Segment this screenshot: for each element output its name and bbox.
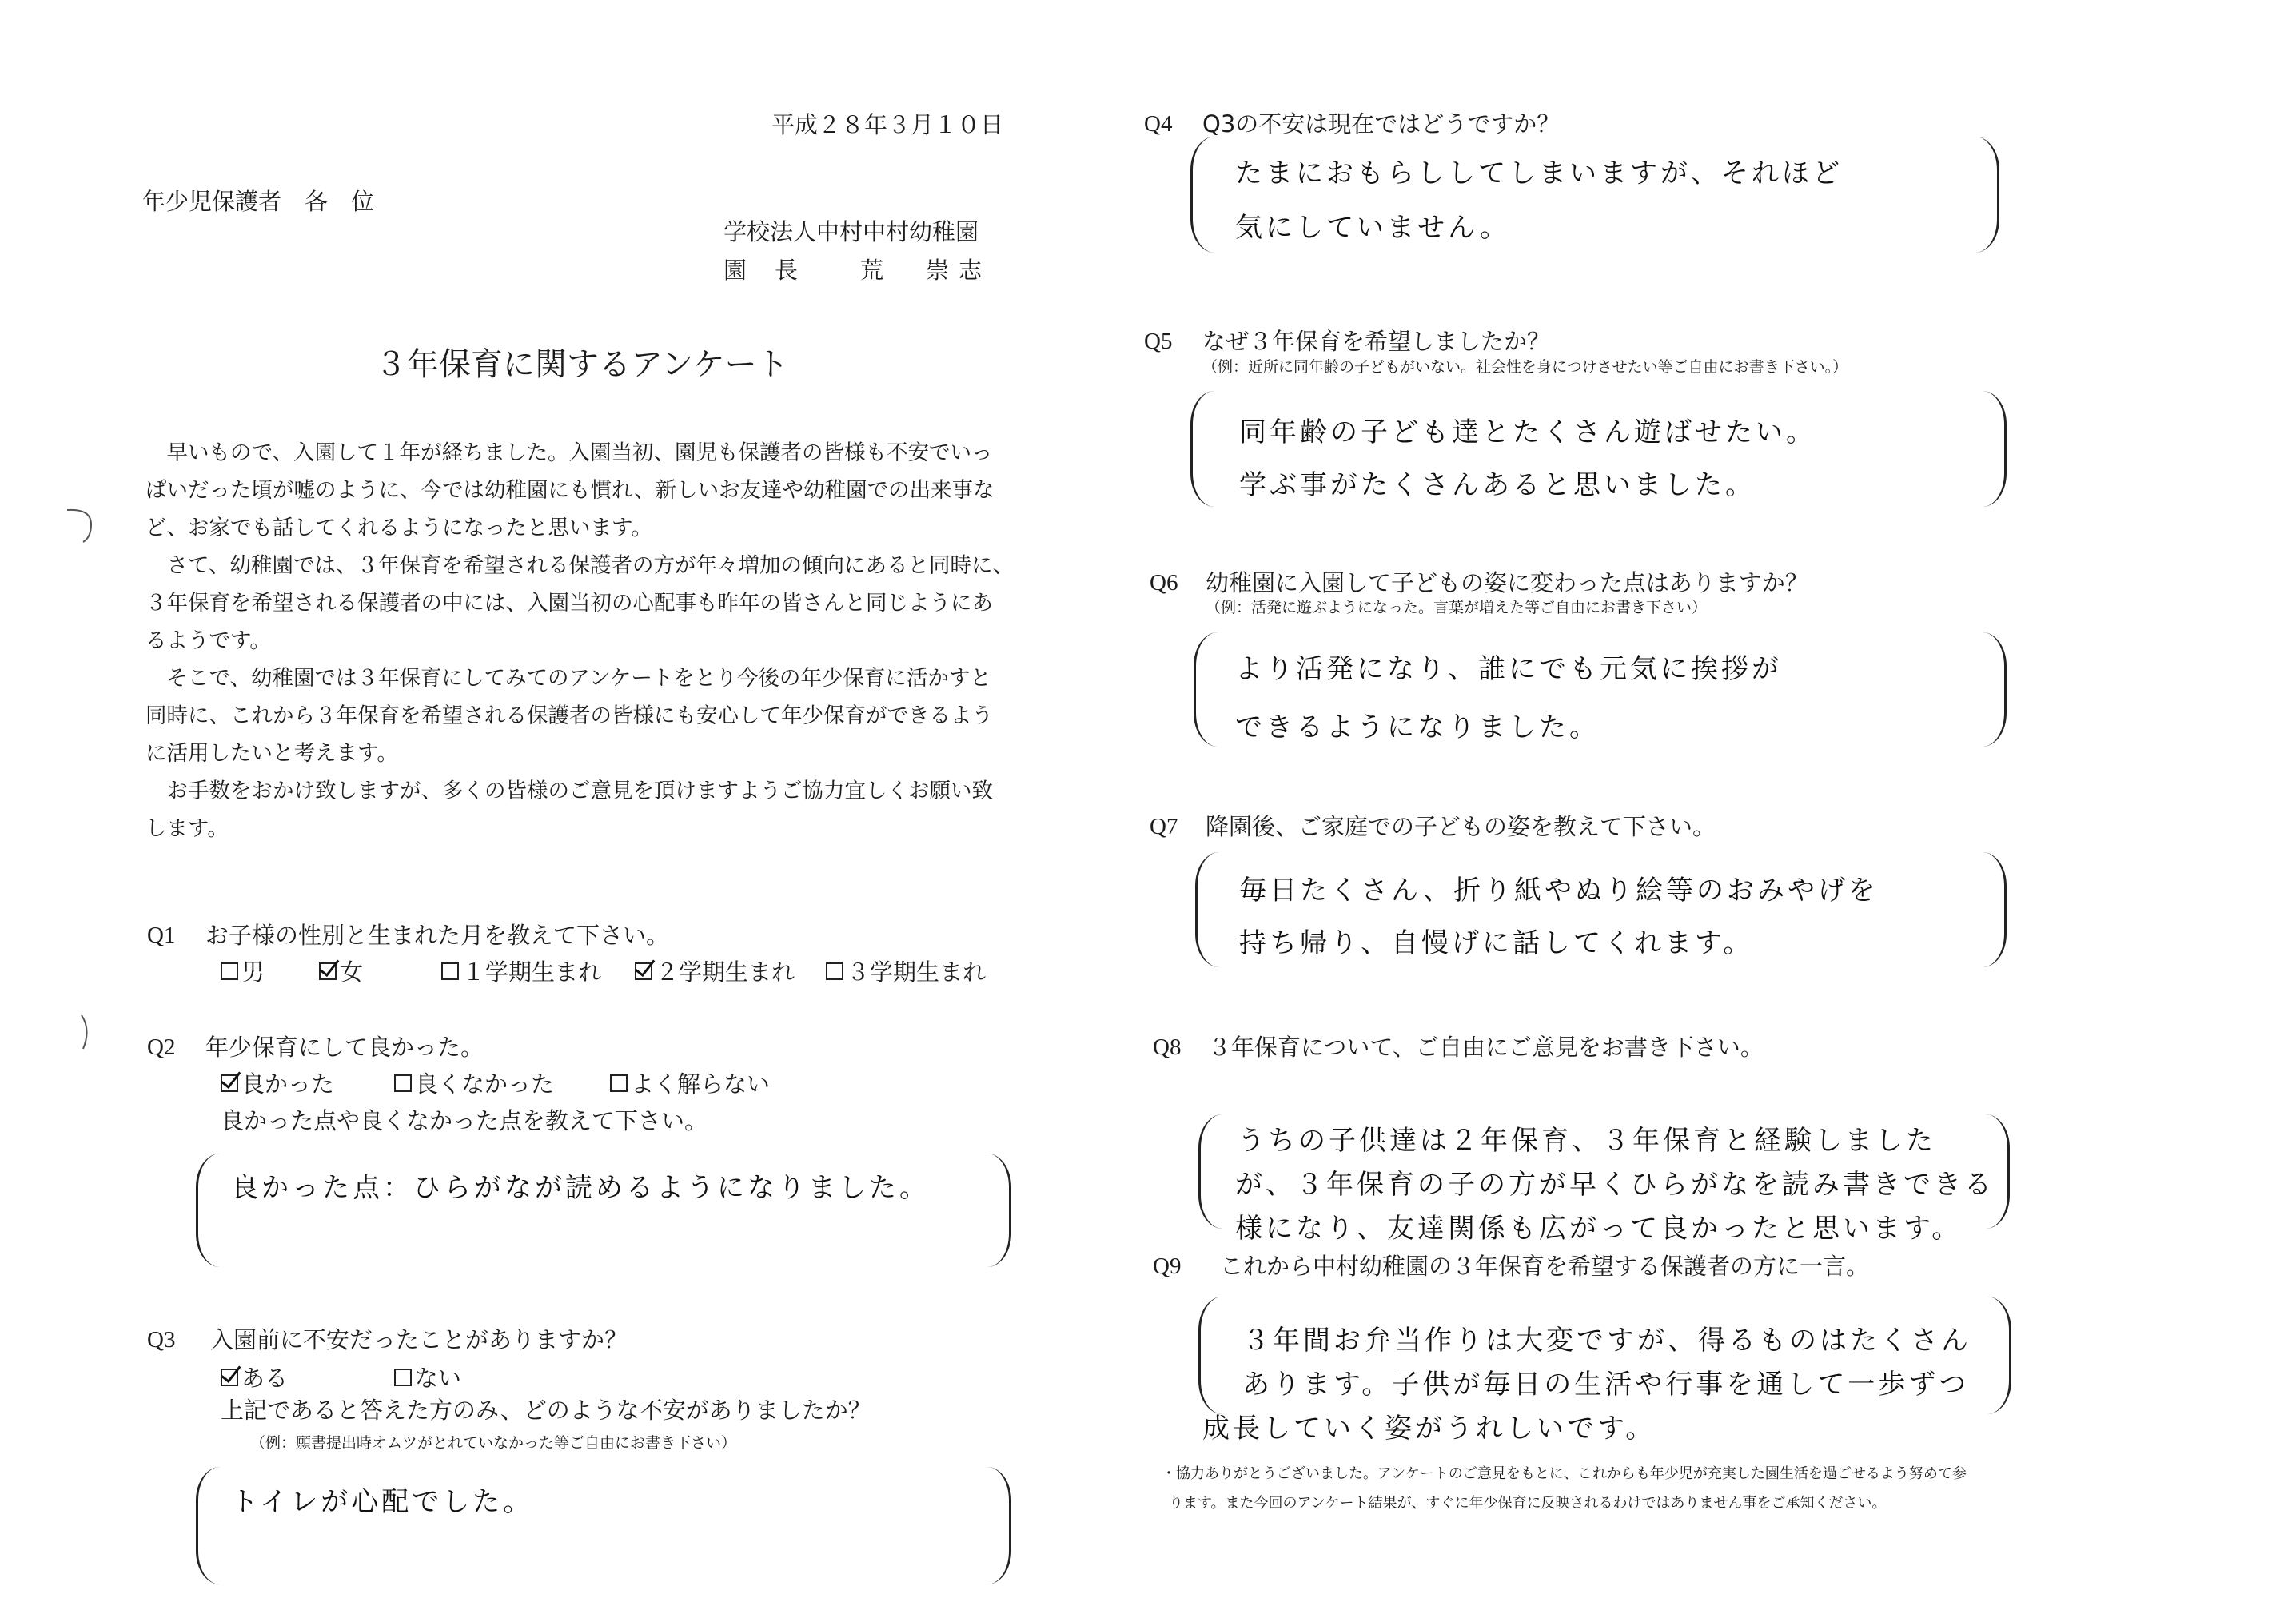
- intro-line: ３年保育を希望される保護者の中には、入園当初の心配事も昨年の皆さんと同じようにあ: [145, 591, 993, 616]
- punch-hole-mark: [56, 504, 96, 545]
- option-label: 女: [340, 958, 364, 986]
- checkbox-icon: [826, 962, 843, 980]
- q6-answer-line: できるようになりました。: [1235, 711, 1600, 743]
- q7-question: 降園後、ご家庭での子どもの姿を教えて下さい。: [1206, 813, 1716, 840]
- intro-line: ど、お家でも話してくれるようになったと思います。: [145, 516, 652, 540]
- q4-label: Q4: [1144, 111, 1173, 137]
- q9-question: これから中村幼稚園の３年保育を希望する保護者の方に一言。: [1220, 1253, 1870, 1280]
- checkmark-icon: [320, 954, 340, 976]
- checkbox-icon: [221, 1369, 238, 1386]
- q9-label: Q9: [1153, 1253, 1182, 1279]
- option-label: よく解らない: [631, 1070, 771, 1098]
- q2-option-good: [221, 1070, 335, 1098]
- checkbox-icon: [610, 1074, 628, 1092]
- intro-line: 同時に、これから３年保育を希望される保護者の皆様にも安心して年少保育ができるよう: [145, 703, 993, 728]
- checkbox-icon: [319, 962, 337, 980]
- checkbox-icon: [441, 962, 459, 980]
- q7-answer-line: 持ち帰り、自慢げに話してくれます。: [1239, 927, 1754, 959]
- q8-answer-line: が、３年保育の子の方が早くひらがなを読み書きできる: [1235, 1169, 1995, 1201]
- document-date: 平成２８年３月１０日: [771, 111, 1004, 138]
- q1-option-female: [319, 958, 364, 986]
- q5-answer-line: 学ぶ事がたくさんあると思いました。: [1239, 469, 1756, 501]
- q5-example: （例：近所に同年齢の子どもがいない。社会性を身につけさせたい等ご自由にお書き下さい。）: [1202, 358, 1848, 376]
- intro-paragraph: [145, 434, 1014, 847]
- q1-option-male: [221, 958, 265, 986]
- q9-answer-line: ３年間お弁当作りは大変ですが、得るものはたくさん: [1242, 1325, 1971, 1357]
- q1-option-term2: [635, 958, 795, 986]
- q6-label: Q6: [1150, 570, 1178, 596]
- q6-example: （例：活発に遊ぶようになった。言葉が増えた等ご自由にお書き下さい）: [1206, 599, 1708, 616]
- intro-line: さて、幼稚園では、３年保育を希望される保護者の方が年々増加の傾向にあると同時に、: [145, 553, 1014, 578]
- page-title: ３年保育に関するアンケート: [375, 346, 789, 383]
- option-label: ３学期生まれ: [847, 958, 987, 986]
- checkmark-icon: [636, 954, 656, 976]
- q4-answer-line: たまにおもらししてしまいますが、それほど: [1235, 157, 1843, 189]
- checkmark-icon: [221, 1066, 241, 1088]
- q2-option-unsure: [610, 1070, 771, 1098]
- q1-option-term1: [441, 958, 602, 986]
- q3-label: Q3: [147, 1327, 176, 1353]
- q2-subquestion: 良かった点や良くなかった点を教えて下さい。: [221, 1107, 708, 1134]
- punch-hole-mark: [77, 1012, 96, 1054]
- checkbox-icon: [394, 1074, 412, 1092]
- q3-example: （例：願書提出時オムツがとれていなかった等ご自由にお書き下さい）: [250, 1434, 737, 1452]
- option-label: 男: [241, 958, 265, 986]
- intro-line: に活用したいと考えます。: [145, 741, 398, 766]
- option-label: ２学期生まれ: [656, 958, 795, 986]
- q9-answer-line: あります。子供が毎日の生活や行事を通して一歩ずつ: [1242, 1369, 1970, 1401]
- checkbox-icon: [394, 1369, 412, 1386]
- q2-option-not-good: [394, 1070, 555, 1098]
- principal-name: 荒 崇志: [860, 257, 992, 284]
- q2-handwritten-answer: 良かった点：ひらがなが読めるようになりました。: [231, 1172, 930, 1204]
- q2-label: Q2: [147, 1034, 176, 1060]
- q1-label: Q1: [147, 923, 176, 948]
- q2-question: 年少保育にして良かった。: [205, 1034, 484, 1061]
- intro-line: そこで、幼稚園では３年保育にしてみてのアンケートをとり今後の年少保育に活かすと: [145, 666, 991, 691]
- intro-line: るようです。: [145, 628, 271, 653]
- q8-label: Q8: [1153, 1034, 1182, 1060]
- recipient: 年少児保護者 各 位: [142, 188, 375, 215]
- q3-option-no: [394, 1365, 462, 1392]
- q5-question: なぜ３年保育を希望しましたか？: [1202, 328, 1551, 355]
- q5-label: Q5: [1144, 329, 1173, 354]
- q5-answer-line: 同年齢の子ども達とたくさん遊ばせたい。: [1239, 416, 1816, 448]
- checkbox-icon: [221, 1074, 238, 1092]
- q3-option-yes: [221, 1365, 289, 1392]
- q8-answer-line: うちの子供達は２年保育、３年保育と経験しました: [1238, 1125, 1936, 1157]
- q3-answer-box: [196, 1467, 1011, 1584]
- q7-answer-line: 毎日たくさん、折り紙やぬり絵等のおみやげを: [1239, 875, 1879, 907]
- principal-title: 園長: [723, 257, 827, 284]
- footer-note-line: ります。また今回のアンケート結果が、すぐに年少保育に反映されるわけではありません事をご承知ください。: [1169, 1495, 1887, 1512]
- school-name: 学校法人中村中村幼稚園: [723, 218, 979, 245]
- q2-answer-box: [196, 1154, 1011, 1267]
- checkbox-icon: [635, 962, 652, 980]
- option-label: ない: [415, 1365, 462, 1392]
- checkbox-icon: [221, 962, 238, 980]
- q8-question: ３年保育について、ご自由にご意見をお書き下さい。: [1208, 1034, 1764, 1061]
- q1-option-term3: [826, 958, 987, 986]
- q7-label: Q7: [1150, 814, 1178, 839]
- option-label: ある: [241, 1365, 289, 1392]
- intro-line: お手数をおかけ致しますが、多くの皆様のご意見を頂けますようご協力宜しくお願い致: [145, 779, 993, 803]
- q6-answer-line: より活発になり、誰にでも元気に挨拶が: [1235, 653, 1782, 685]
- checkmark-icon: [221, 1361, 241, 1382]
- q4-question: Q3の不安は現在ではどうですか？: [1202, 110, 1561, 137]
- q3-question: 入園前に不安だったことがありますか？: [210, 1326, 628, 1353]
- q1-question: お子様の性別と生まれた月を教えて下さい。: [205, 922, 670, 949]
- q8-answer-line: 様になり、友達関係も広がって良かったと思います。: [1235, 1213, 1963, 1245]
- intro-line: します。: [145, 816, 229, 841]
- option-label: 良くなかった: [415, 1070, 555, 1098]
- option-label: 良かった: [241, 1070, 335, 1098]
- q3-subquestion: 上記であると答えた方のみ、どのような不安がありましたか？: [221, 1397, 871, 1424]
- footer-note-line: ・協力ありがとうございました。アンケートのご意見をもとに、これからも年少児が充実した園生活を過ごせるよう努めて参: [1162, 1465, 1967, 1482]
- q9-answer-line: 成長していく姿がうれしいです。: [1202, 1413, 1656, 1445]
- option-label: １学期生まれ: [462, 958, 602, 986]
- q6-question: 幼稚園に入園して子どもの姿に変わった点はありますか？: [1206, 569, 1808, 596]
- intro-line: ぱいだった頃が嘘のように、今では幼稚園にも慣れ、新しいお友達や幼稚園での出来事な: [145, 478, 995, 503]
- q3-handwritten-answer: トイレが心配でした。: [231, 1486, 534, 1518]
- q4-answer-line: 気にしていません。: [1235, 212, 1511, 244]
- intro-line: 早いもので、入園して１年が経ちました。入園当初、園児も保護者の皆様も不安でいっ: [145, 440, 993, 465]
